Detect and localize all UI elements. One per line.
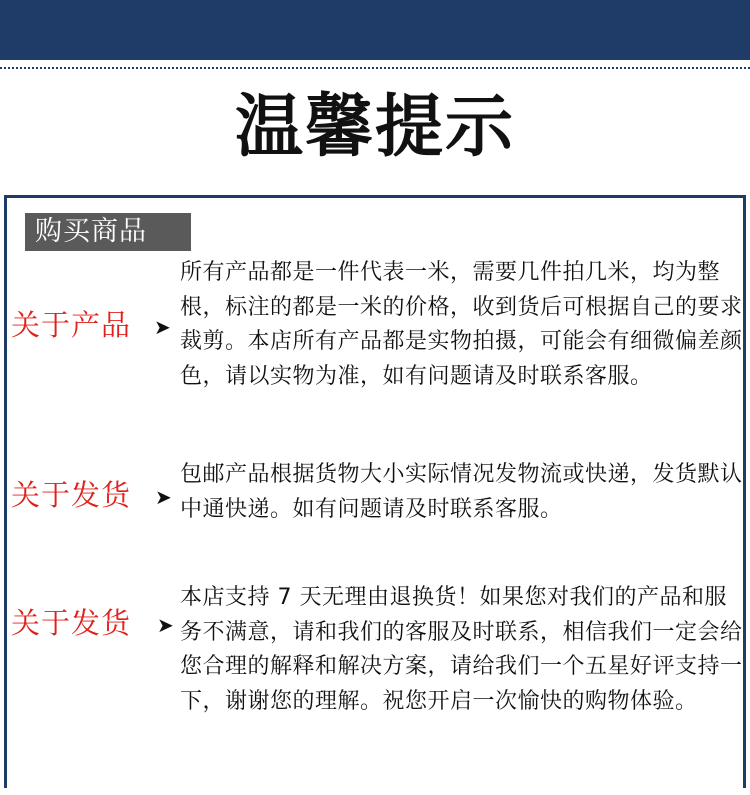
section-label: 关于产品 [11,308,132,342]
section-label: 关于发货 [11,478,132,512]
arrow-right-icon: ➤ [157,613,174,637]
section-text: 本店支持 7 天无理由退换货！如果您对我们的产品和服务不满意，请和我们的客服及时联系，相信我们一定会给您合理的解释和解决方案，请给我们一个五星好评支持一下，谢谢您的理解。祝您开启一次愉快的购物体验。 [180,585,743,714]
page-title: 温馨提示 [234,87,515,167]
section-label: 关于发货 [11,606,132,640]
arrow-right-icon: ➤ [154,315,171,339]
header-bar [0,0,750,60]
section-text: 所有产品都是一件代表一米，需要几件拍几米，均为整根，标注的都是一米的价格，收到货后可根据自己的要求裁剪。本店所有产品都是实物拍摄，可能会有细微偏差颜色，请以实物为准，如有问题请及时联系客服。 [180,260,743,389]
notice-panel [4,195,746,788]
arrow-right-icon: ➤ [155,485,172,509]
section-tag: 购买商品 [25,213,191,251]
dotted-divider [0,67,750,69]
section-text: 包邮产品根据货物大小实际情况发物流或快递，发货默认中通快递。如有问题请及时联系客服。 [180,462,743,522]
